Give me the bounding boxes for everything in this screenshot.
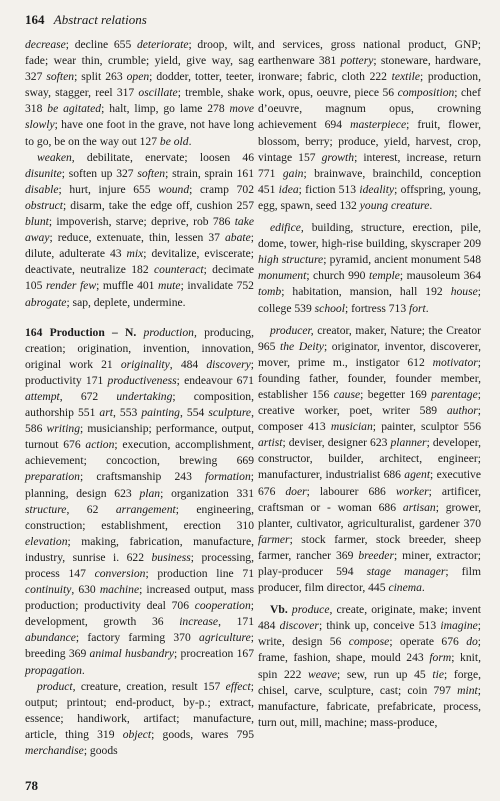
entry-paragraph: producer, creator, maker, Nature; the Creator 965 the Deity; originator, inventor, discoverer, mover, prime m., instigator 612 motivator; founding father, founder, founder member, establisher 156 cause; begetter 169 parentage; creative worker, poet, writer 589 author; composer 413 musician; painter, sculptor 556 artist; deviser, designer 623 planner; developer, constructor, builder, architect, engineer; manufacturer, industrialist 686 agent; executive 676 doer; labourer 686 worker; artificer, craftsman or - woman 686 artisan; grower, planter, cultivator, agriculturalist, gardener 370 farmer; stock farmer, stock breeder, sheep farmer, rancher 369 breeder; miner, extractor; play-producer 594 stage manager; film producer, film director, 445 cinema. bbox=[258, 323, 482, 595]
entry-paragraph: weaken, debilitate, enervate; loosen 46 disunite; soften up 327 soften; strain, sprain 161 disable; hurt, injure 655 wound; cramp 702 obstruct; disarm, take the edge off, cushion 257 blunt; impoverish, starve; deprive, rob 786 take away; reduce, extenuate, thin, lessen 37 abate; dilute, adulterate 43 mix; devitalize, eviscerate; deactivate, neutralize 182 counteract; decimate 105 render few; muffle 401 mute; invalidate 752 abrogate; sap, deplete, undermine. bbox=[25, 150, 255, 309]
page-number: 78 bbox=[25, 778, 38, 793]
entry-paragraph: and services, gross national product, GNP; earthenware 381 pottery; stoneware, hardware, ironware; fabric, cloth 222 textile; production, work, opus, oeuvre, piece 56 composition; chef d’oeuvre, magnum opus, crowning achievement 694 masterpiece; fruit, flower, blossom, berry; produce, yield, harvest, crop, vintage 157 growth; interest, increase, return 771 gain; brainwave, brainchild, conception 451 idea; fiction 513 ideality; offspring, young, egg, spawn, seed 132 young creature. bbox=[258, 38, 482, 212]
page-header bbox=[25, 12, 147, 27]
entry-paragraph: 164 Production – N. production, producing, creation; origination, invention, innovation, original work 21 originality, 484 discovery; productivity 171 productiveness; endeavour 671 attempt, 672 undertaking; composition, authorship 551 art, 553 painting, 554 sculpture, 586 writing; musicianship; performance, output, turnout 676 action; execution, accomplishment, achievement; concoction, brewing 669 preparation; craftsmanship 243 formation; planning, design 623 plan; organization 331 structure, 62 arrangement; engineering, construction; establishment, erection 310 elevation; making, fabrication, manufacture, industry, sunrise i. 622 business; processing, process 147 conversion; production line 71 continuity, 630 machine; increased output, mass production; productivity deal 706 cooperation; development, growth 36 increase, 171 abundance; factory farming 370 agriculture; breeding 369 animal husbandry; procreation 167 propagation. bbox=[25, 325, 255, 677]
entry-paragraph: edifice, building, structure, erection, pile, dome, tower, high-rise building, skyscraper 209 high structure; pyramid, ancient monument 548 monument; church 990 temple; mausoleum 364 tomb; habitation, mansion, hall 192 house; college 539 school; fortress 713 fort. bbox=[258, 221, 481, 315]
left-column bbox=[25, 37, 254, 759]
entry-paragraph: product, creature, creation, result 157 effect; output; printout; end-product, by-p.; extract, essence; handiwork, artifact; manufacture, article, thing 319 object; goods, wares 795 merchandise; goods bbox=[25, 679, 254, 758]
header-number: 164 bbox=[25, 12, 45, 27]
entry-paragraph: Vb. produce, create, originate, make; invent 484 discover; think up, conceive 513 imagine; write, design 56 compose; operate 676 do; frame, fashion, shape, mould 243 form; knit, spin 222 weave; sew, run up 45 tie; forge, chisel, carve, sculpture, cast; coin 797 mint; manufacture, fabricate, prefabricate, process, turn out, mill, machine; mass-produce, bbox=[258, 603, 482, 729]
entry-paragraph: decrease; decline 655 deteriorate; droop, wilt, fade; wear thin, crumble; yield, give way, sag 327 soften; split 263 open; dodder, totter, teeter, sway, stagger, reel 317 oscillate; tremble, shake 318 be agitated; halt, limp, go lame 278 move slowly; have one foot in the grave, not have long to go, be on the way out 127 be old. bbox=[25, 38, 255, 148]
header-title: Abstract relations bbox=[53, 12, 147, 27]
right-column bbox=[258, 37, 481, 731]
